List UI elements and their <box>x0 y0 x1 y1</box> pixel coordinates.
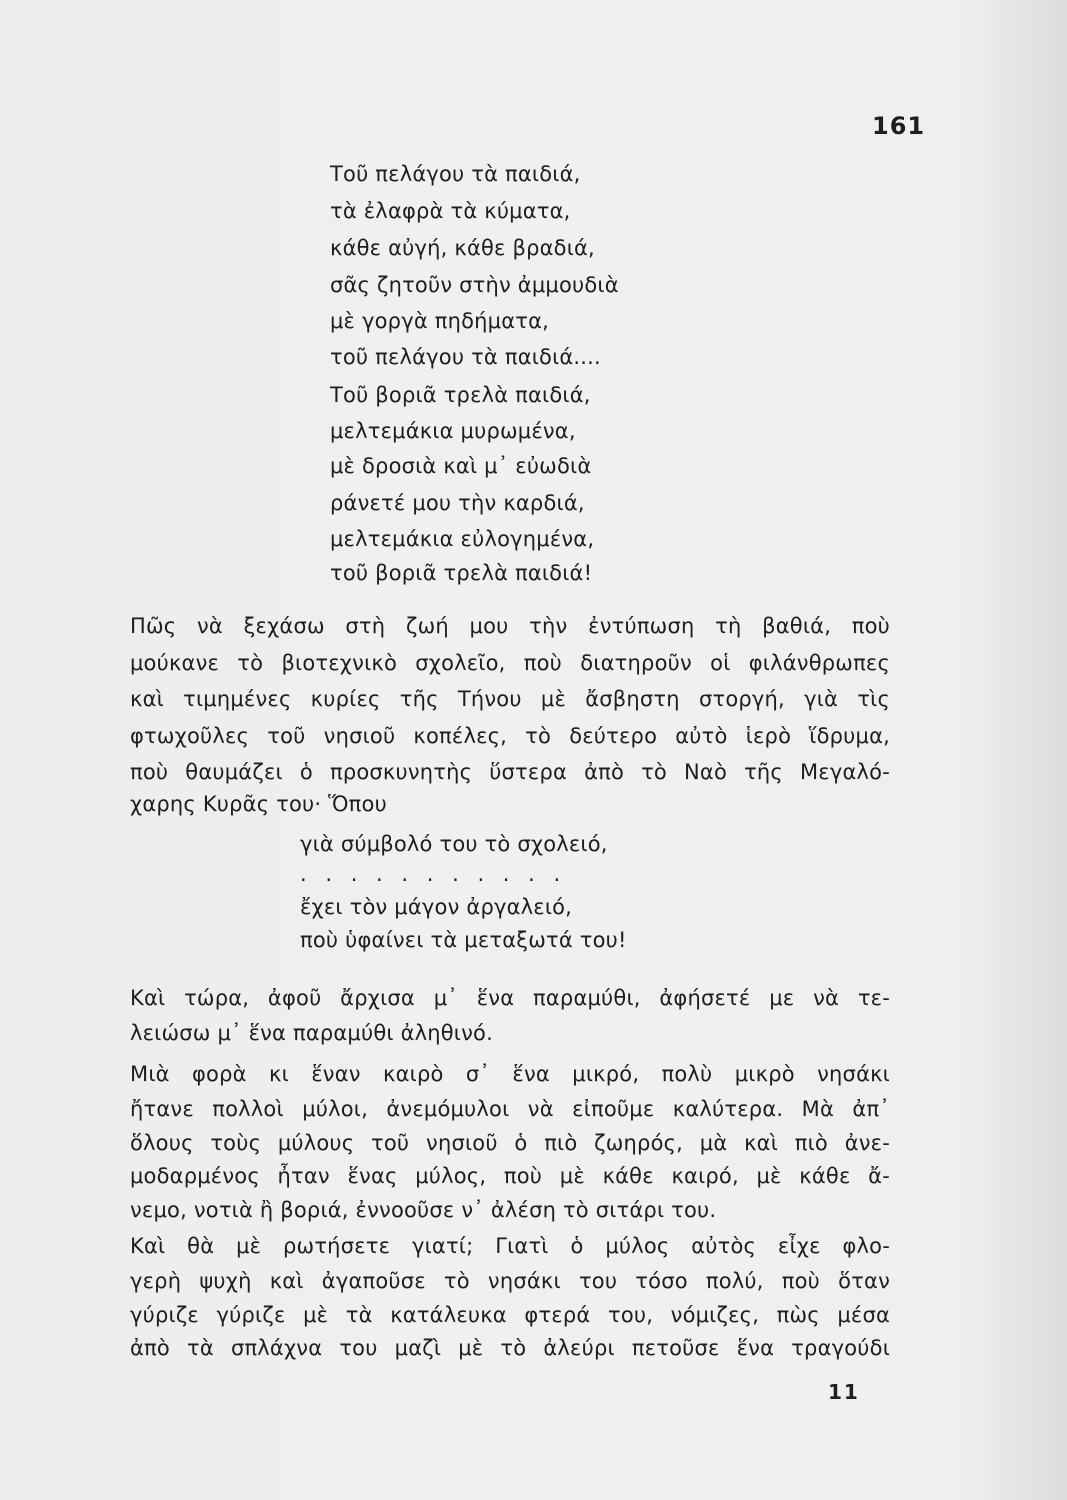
prose-line: Καὶ θὰ μὲ ρωτήσετε γιατί; Γιατὶ ὁ μύλος αὐτὸς εἶχε φλο- <box>130 1234 890 1258</box>
prose-line: γύριζε γύριζε μὲ τὰ κατάλευκα φτερά του, νόμιζες, πὼς μέσα <box>130 1303 890 1327</box>
prose-line: ὅλους τοὺς μύλους τοῦ νησιοῦ ὁ πιὸ ζωηρός, μὰ καὶ πιὸ ἀνε- <box>130 1131 890 1155</box>
prose-line: ἀπὸ τὰ σπλάχνα του μαζὶ μὲ τὸ ἀλεύρι πετοῦσε ἕνα τραγούδι <box>130 1336 890 1360</box>
poem-line: κάθε αὐγή, κάθε βραδιά, <box>330 236 595 260</box>
poem-line: τοῦ βοριᾶ τρελὰ παιδιά! <box>330 561 593 585</box>
page-number: 161 <box>872 112 926 140</box>
prose-line: ποὺ θαυμάζει ὁ προσκυνητὴς ὕστερα ἀπὸ τὸ Ναὸ τῆς Μεγαλό- <box>130 760 890 784</box>
prose-line: γερὴ ψυχὴ καὶ ἀγαποῦσε τὸ νησάκι του τόσο πολύ, ποὺ ὅταν <box>130 1269 890 1293</box>
prose-line: ἤτανε πολλοὶ μύλοι, ἀνεμόμυλοι νὰ εἰποῦμε καλύτερα. Μὰ ἀπ᾿ <box>130 1097 890 1121</box>
poem-line: μὲ γοργὰ πηδήματα, <box>330 309 550 333</box>
poem-line: ποὺ ὑφαίνει τὰ μεταξωτά του! <box>300 928 627 952</box>
signature-mark: 11 <box>828 1380 860 1404</box>
poem-line: τοῦ πελάγου τὰ παιδιά.... <box>330 345 601 369</box>
prose-line: νεμο, νοτιὰ ἢ βοριά, ἐννοοῦσε ν᾿ ἀλέση τὸ σιτάρι του. <box>130 1198 717 1222</box>
poem-line: σᾶς ζητοῦν στὴν ἀμμουδιὰ <box>330 273 619 297</box>
poem-line: Τοῦ πελάγου τὰ παιδιά, <box>330 162 581 186</box>
poem-line: ράνετέ μου τὴν καρδιά, <box>330 491 585 515</box>
poem-line: μὲ δροσιὰ καὶ μ᾿ εὐωδιὰ <box>330 454 592 478</box>
poem-line: μελτεμάκια μυρωμένα, <box>330 419 576 443</box>
poem-line: ἔχει τὸν μάγον ἀργαλειό, <box>300 895 573 919</box>
prose-line: μούκανε τὸ βιοτεχνικὸ σχολεῖο, ποὺ διατηροῦν οἱ φιλάνθρωπες <box>130 651 890 675</box>
prose-line: Καὶ τώρα, ἀφοῦ ἄρχισα μ᾿ ἕνα παραμύθι, ἀφήσετέ με νὰ τε- <box>130 986 890 1010</box>
prose-line: μοδαρμένος ἦταν ἕνας μύλος, ποὺ μὲ κάθε καιρό, μὲ κάθε ἄ- <box>130 1164 890 1188</box>
poem-line: γιὰ σύμβολό του τὸ σχολειό, <box>300 832 608 856</box>
prose-line: Πῶς νὰ ξεχάσω στὴ ζωή μου τὴν ἐντύπωση τὴ βαθιά, ποὺ <box>130 614 890 638</box>
prose-line: φτωχοῦλες τοῦ νησιοῦ κοπέλες, τὸ δεύτερο αὐτὸ ἱερὸ ἵδρυμα, <box>130 724 890 748</box>
prose-line: λειώσω μ᾿ ἕνα παραμύθι ἀληθινό. <box>130 1021 493 1045</box>
poem-line: Τοῦ βοριᾶ τρελὰ παιδιά, <box>330 383 591 407</box>
prose-line: χαρης Κυρᾶς του· Ὅπου <box>130 792 387 816</box>
poem-line: μελτεμάκια εὐλογημένα, <box>330 527 595 551</box>
prose-line: καὶ τιμημένες κυρίες τῆς Τήνου μὲ ἄσβηστη στοργή, γιὰ τὶς <box>130 687 890 711</box>
ellipsis-line: . . . . . . . . . . . <box>300 862 567 886</box>
prose-line: Μιὰ φορὰ κι ἕναν καιρὸ σ᾿ ἕνα μικρό, πολὺ μικρὸ νησάκι <box>130 1062 890 1086</box>
poem-line: τὰ ἐλαφρὰ τὰ κύματα, <box>330 199 571 223</box>
